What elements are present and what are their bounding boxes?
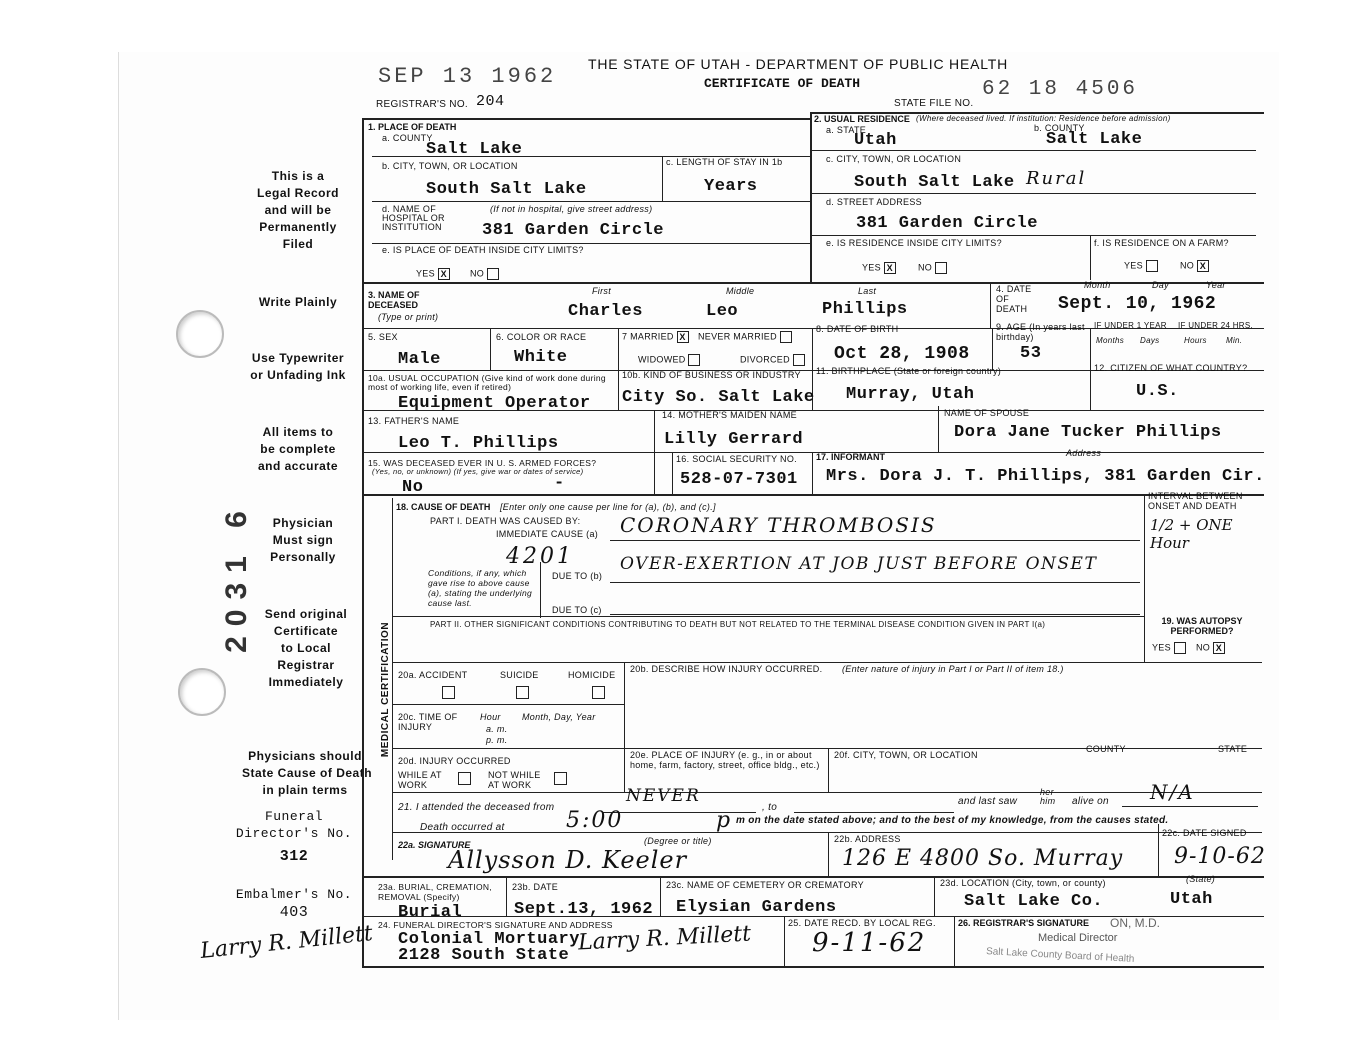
rule <box>1122 806 1258 807</box>
rule <box>812 235 1256 236</box>
accident-label: 20a. ACCIDENT <box>398 670 468 680</box>
divorced-label: DIVORCED <box>740 354 790 365</box>
date-signed-label: 22c. DATE SIGNED <box>1162 828 1247 838</box>
race-label: 6. COLOR OR RACE <box>496 332 587 342</box>
business-value: City So. Salt Lake <box>622 388 815 407</box>
informant-address-label: Address <box>1066 448 1102 458</box>
rule <box>362 966 1264 968</box>
county-label: a. COUNTY <box>382 133 433 143</box>
rule <box>602 812 756 813</box>
residence-handwritten-note: Rural <box>1026 168 1087 189</box>
father-name-value: Leo T. Phillips <box>398 434 559 453</box>
residence-city-label: c. CITY, TOWN, OR LOCATION <box>826 154 962 164</box>
rule <box>506 876 507 916</box>
no-checkbox[interactable]: X <box>1197 260 1209 272</box>
city-label: b. CITY, TOWN, OR LOCATION <box>382 161 518 171</box>
embalmer-number: 403 <box>279 904 309 921</box>
cause-of-death-label: 18. CAUSE OF DEATH <box>396 502 491 512</box>
burial-location-label: 23d. LOCATION (City, town, or county) <box>940 878 1106 888</box>
no-label: NO <box>918 262 933 273</box>
yes-checkbox[interactable]: X <box>438 268 450 280</box>
rule <box>362 282 1264 284</box>
burial-date-label: 23b. DATE <box>512 882 559 892</box>
immediate-cause-value: CORONARY THROMBOSIS <box>620 513 937 537</box>
state-label: a. STATE <box>826 125 867 135</box>
part-two-label: PART II. OTHER SIGNIFICANT CONDITIONS CONTRIBUTING TO DEATH BUT NOT RELATED TO THE TERMINAL DISEASE CONDITION GIVEN IN PART I(a) <box>430 620 1046 629</box>
death-city-value: South Salt Lake <box>426 180 587 199</box>
funeral-director-label: Funeral Director's No. <box>235 809 353 841</box>
residence-county-label: b. COUNTY <box>1034 123 1085 133</box>
date-received-value: 9-11-62 <box>812 928 927 958</box>
street-address-label: d. STREET ADDRESS <box>826 197 922 207</box>
page-title: THE STATE OF UTAH - DEPARTMENT OF PUBLIC HEALTH <box>588 56 1009 72</box>
rule <box>624 662 625 792</box>
length-of-stay-value: Years <box>704 177 758 196</box>
death-inside-city-yes[interactable] <box>416 268 450 280</box>
burial-date-value: Sept.13, 1962 <box>514 900 654 919</box>
signature-label: 22a. SIGNATURE <box>398 840 471 850</box>
deceased-name-label: 3. NAME OF DECEASED <box>368 290 420 310</box>
accident-checkbox[interactable] <box>442 686 455 699</box>
date-of-birth-label: 8. DATE OF BIRTH <box>816 324 899 334</box>
rule <box>660 876 661 916</box>
am-label: a. m. <box>486 724 508 734</box>
suicide-label: SUICIDE <box>500 670 539 680</box>
date-of-death-value: Sept. 10, 1962 <box>1058 294 1217 314</box>
age-value: 53 <box>1020 344 1042 363</box>
injury-county-label: COUNTY <box>1086 744 1126 754</box>
rule <box>794 812 954 813</box>
rule <box>1090 235 1091 280</box>
mother-name-label: 14. MOTHER'S MAIDEN NAME <box>662 410 797 420</box>
state-file-label: STATE FILE NO. <box>894 98 974 109</box>
last-saw-label: and last saw <box>958 796 1018 807</box>
yes-checkbox[interactable]: X <box>884 262 896 274</box>
day-label: Day <box>1152 280 1169 290</box>
sex-label: 5. SEX <box>368 332 398 342</box>
spouse-value: Dora Jane Tucker Phillips <box>954 423 1222 442</box>
burial-label: 23a. BURIAL, CREMATION, REMOVAL (Specify) <box>378 882 492 902</box>
received-stamp: SEP 13 1962 <box>378 64 557 89</box>
embalmer-label: Embalmer's No. <box>235 887 353 902</box>
rule <box>828 748 829 792</box>
rule <box>812 452 813 494</box>
registrar-signature-label: 26. REGISTRAR'S SIGNATURE <box>958 918 1089 928</box>
deceased-name-note: (Type or print) <box>378 312 439 322</box>
rule <box>392 704 624 705</box>
time-of-injury-label: 20c. TIME OF INJURY <box>398 712 458 732</box>
burial-location-value: Salt Lake Co. <box>964 892 1104 911</box>
part-one-label: PART I. DEATH WAS CAUSED BY: <box>430 516 581 526</box>
degree-label: (Degree or title) <box>644 836 712 846</box>
mother-name-value: Lilly Gerrard <box>664 430 804 449</box>
rule <box>784 916 785 966</box>
under-one-year-label: IF UNDER 1 YEAR <box>1094 321 1167 330</box>
rule <box>610 614 1140 615</box>
first-name-label: First <box>592 286 611 296</box>
married-checkbox[interactable]: X <box>677 331 689 343</box>
hour-label: Hour <box>480 712 501 722</box>
sidebar-write-plainly: Write Plainly <box>258 295 338 309</box>
no-checkbox[interactable] <box>935 262 947 274</box>
funeral-director-number: 312 <box>279 848 309 865</box>
rule <box>938 406 939 452</box>
widowed-checkbox[interactable] <box>688 354 700 366</box>
no-label: NO <box>1180 260 1195 271</box>
rule <box>1090 328 1091 410</box>
year-label: Year <box>1206 280 1226 290</box>
physician-address-value: 126 E 4800 So. Murray <box>842 846 1124 871</box>
injury-description-note: (Enter nature of injury in Part I or Part II of item 18.) <box>842 664 1064 674</box>
burial-value: Burial <box>398 903 463 922</box>
due-to-c-label: DUE TO (c) <box>552 605 602 615</box>
due-to-b-label: DUE TO (b) <box>552 571 603 581</box>
service-dates-value: - <box>554 474 565 493</box>
business-label: 10b. KIND OF BUSINESS OR INDUSTRY <box>622 370 801 380</box>
form-left-border <box>362 118 364 968</box>
burial-state-label: (State) <box>1186 874 1216 884</box>
cemetery-value: Elysian Gardens <box>676 898 837 917</box>
punch-hole <box>178 668 226 716</box>
rule <box>954 916 955 966</box>
suicide-checkbox[interactable] <box>516 686 529 699</box>
never-married-checkbox[interactable] <box>780 331 792 343</box>
interval-value: 1/2 + ONE Hour <box>1150 516 1233 552</box>
yes-label: YES <box>862 262 881 273</box>
hospital-label: d. NAME OF HOSPITAL OR INSTITUTION <box>382 204 445 232</box>
physician-address-label: 22b. ADDRESS <box>834 834 901 844</box>
armed-forces-note: (Yes, no, or unknown) (If yes, give war or dates of service) <box>372 467 584 476</box>
injury-occurred-label: 20d. INJURY OCCURRED <box>398 756 511 766</box>
middle-name-label: Middle <box>726 286 755 296</box>
date-received-label: 25. DATE RECD. BY LOCAL REG. <box>788 918 936 928</box>
hours-label: Hours <box>1184 336 1207 345</box>
cemetery-label: 23c. NAME OF CEMETERY OR CREMATORY <box>666 880 864 890</box>
rule <box>934 876 935 916</box>
yes-checkbox[interactable] <box>1174 642 1186 654</box>
homicide-checkbox[interactable] <box>592 686 605 699</box>
age-label: 9. AGE (In years last birthday) <box>996 322 1085 342</box>
section-divider <box>810 112 812 282</box>
last-name-value: Phillips <box>822 300 908 319</box>
registrar-label: REGISTRAR'S NO. <box>376 99 468 110</box>
death-time-value: 5:00 <box>566 808 624 833</box>
farm-yes[interactable] <box>1124 260 1158 272</box>
yes-label: YES <box>416 268 435 279</box>
rule <box>990 282 991 328</box>
alive-on-value: N/A <box>1150 780 1195 804</box>
certificate-title: CERTIFICATE OF DEATH <box>704 76 861 91</box>
residence-inside-city-no[interactable] <box>918 262 947 274</box>
hospital-note: (If not in hospital, give street address) <box>490 204 653 214</box>
registrar-board: Salt Lake County Board of Health <box>985 946 1135 965</box>
sidebar-send-note: Send original Certificate to Local Registrar Immediately <box>264 607 348 689</box>
rule <box>392 498 393 860</box>
death-statement: m on the date stated above; and to the best of my knowledge, from the causes stated. <box>736 815 1169 826</box>
informant-value: Mrs. Dora J. T. Phillips, 381 Garden Cir. <box>826 467 1265 486</box>
injury-description-label: 20b. DESCRIBE HOW INJURY OCCURRED. <box>630 664 823 674</box>
usual-residence-label: 2. USUAL RESIDENCE <box>814 114 910 124</box>
occupation-value: Equipment Operator <box>398 394 591 413</box>
never-married-option[interactable] <box>698 331 792 343</box>
rule <box>392 662 1262 663</box>
no-checkbox[interactable]: X <box>1213 642 1225 654</box>
rule <box>618 328 619 410</box>
hospital-value: 381 Garden Circle <box>482 221 664 240</box>
widowed-label: WIDOWED <box>638 354 686 365</box>
sidebar-complete-note: All items to be complete and accurate <box>257 425 339 473</box>
form-top-border <box>362 118 810 120</box>
rule <box>372 243 810 244</box>
conditions-note: Conditions, if any, which gave rise to above cause (a), stating the underlying cause last. <box>428 568 533 608</box>
yes-label: YES <box>1152 642 1171 653</box>
place-of-injury-label: 20e. PLACE OF INJURY (e. g., in or about home, farm, factory, street, office bldg., etc.) <box>630 750 820 770</box>
funeral-home-name: Colonial Mortuary <box>398 930 580 949</box>
under-24-hours-label: IF UNDER 24 HRS. <box>1178 321 1254 330</box>
death-county-value: Salt Lake <box>426 140 523 159</box>
date-signed-value: 9-10-62 <box>1174 844 1266 869</box>
rule <box>992 328 993 370</box>
never-married-label: NEVER MARRIED <box>698 331 777 342</box>
rule <box>672 452 673 494</box>
residence-inside-city-label: e. IS RESIDENCE INSIDE CITY LIMITS? <box>826 238 1002 248</box>
attended-to-label: , to <box>762 802 778 813</box>
informant-label: 17. INFORMANT <box>816 452 886 462</box>
months-label: Months <box>1096 336 1125 345</box>
funeral-director-signature: Larry R. Millett <box>577 921 752 956</box>
sex-value: Male <box>398 350 441 369</box>
ssn-label: 16. SOCIAL SECURITY NO. <box>676 454 797 464</box>
vertical-record-number: 2031 6 <box>220 501 253 653</box>
while-at-work-checkbox[interactable] <box>458 772 471 785</box>
birthplace-value: Murray, Utah <box>846 385 975 404</box>
no-label: NO <box>470 268 485 279</box>
immediate-cause-label: IMMEDIATE CAUSE (a) <box>496 529 599 539</box>
funeral-home-address: 2128 South State <box>398 946 570 965</box>
while-at-work-label: WHILE AT WORK <box>398 770 442 790</box>
month-label: Month <box>1084 280 1111 290</box>
state-file-number: 62 18 4506 <box>982 78 1139 101</box>
rule <box>362 876 1264 878</box>
death-time-ampm: p <box>716 808 733 833</box>
attended-label: 21. I attended the deceased from <box>398 802 555 813</box>
divorced-checkbox[interactable] <box>793 354 805 366</box>
injury-state-label: STATE <box>1218 744 1248 754</box>
embalmer-signature: Larry R. Millett <box>199 921 374 964</box>
citizenship-label: 12. CITIZEN OF WHAT COUNTRY? <box>1094 363 1248 373</box>
not-while-at-work-checkbox[interactable] <box>554 772 567 785</box>
death-inside-city-no[interactable] <box>470 268 499 280</box>
funeral-director-sig-label: 24. FUNERAL DIRECTOR'S SIGNATURE AND ADDRESS <box>378 920 613 930</box>
yes-checkbox[interactable] <box>1146 260 1158 272</box>
middle-name-value: Leo <box>706 302 739 321</box>
sidebar-physician-note: Physician Must sign Personally <box>270 516 336 564</box>
armed-forces-label: 15. WAS DECEASED EVER IN U. S. ARMED FORCES? <box>368 458 597 468</box>
rule <box>812 150 1256 151</box>
rule <box>540 562 541 618</box>
rule <box>662 156 663 201</box>
rule <box>1144 494 1145 662</box>
physician-signature: Allysson D. Keeler <box>448 846 688 874</box>
residence-city-value: South Salt Lake <box>854 173 1015 192</box>
attended-from-value: NEVER <box>626 786 701 806</box>
street-address-value: 381 Garden Circle <box>856 214 1038 233</box>
interval-label: INTERVAL BETWEEN ONSET AND DEATH <box>1148 491 1243 511</box>
first-name-value: Charles <box>568 302 643 321</box>
sidebar-legal-note: This is a Legal Record and will be Permanently Filed <box>256 169 340 251</box>
farm-label: f. IS RESIDENCE ON A FARM? <box>1094 238 1229 248</box>
rule <box>828 832 829 876</box>
sidebar-cause-note: Physicians should State Cause of Death in plain terms <box>242 749 373 797</box>
ssn-value: 528-07-7301 <box>680 470 798 489</box>
burial-state-value: Utah <box>1170 890 1213 909</box>
registrar-signature-stamp: ON, M.D. <box>1110 916 1160 930</box>
farm-no[interactable] <box>1180 260 1209 272</box>
race-value: White <box>514 348 568 367</box>
married-option[interactable] <box>622 331 689 343</box>
spouse-label: NAME OF SPOUSE <box>944 408 1030 418</box>
rule <box>490 328 491 370</box>
rule <box>392 748 1262 749</box>
birthplace-label: 11. BIRTHPLACE (State or foreign country) <box>816 366 1002 376</box>
usual-residence-note: (Where deceased lived. If institution: Residence before admission) <box>916 114 1171 123</box>
residence-county-value: Salt Lake <box>1046 130 1143 149</box>
days-label: Days <box>1140 336 1160 345</box>
no-label: NO <box>1196 642 1211 653</box>
place-of-death-label: 1. PLACE OF DEATH <box>368 122 457 132</box>
citizenship-value: U.S. <box>1136 382 1179 401</box>
injury-date-label: Month, Day, Year <box>522 712 596 722</box>
inside-city-label: e. IS PLACE OF DEATH INSIDE CITY LIMITS? <box>382 245 584 255</box>
residence-inside-city-yes[interactable] <box>862 262 896 274</box>
married-label: 7 MARRIED <box>622 331 674 342</box>
autopsy-no[interactable] <box>1196 642 1225 654</box>
divorced-option[interactable] <box>740 354 805 366</box>
sidebar-typewriter-note: Use Typewriter or Unfading Ink <box>250 351 346 382</box>
residence-state-value: Utah <box>854 131 897 150</box>
no-checkbox[interactable] <box>487 268 499 280</box>
occupation-label: 10a. USUAL OCCUPATION (Give kind of work done during most of working life, even if retired) <box>368 373 606 392</box>
autopsy-label: 19. WAS AUTOPSY PERFORMED? <box>1161 616 1243 636</box>
registrar-number: 204 <box>476 93 505 110</box>
father-name-label: 13. FATHER'S NAME <box>368 416 460 426</box>
rule <box>392 792 1262 793</box>
pm-label: p. m. <box>486 735 508 745</box>
armed-forces-value: No <box>402 478 424 497</box>
rule <box>610 540 1140 541</box>
date-of-death-label: 4. DATE OF DEATH <box>996 284 1032 314</box>
her-him-label: her him <box>1040 787 1056 806</box>
date-of-birth-value: Oct 28, 1908 <box>834 344 970 364</box>
homicide-label: HOMICIDE <box>568 670 616 680</box>
rule <box>812 193 1256 194</box>
cause-code: 4201 <box>506 544 574 569</box>
rule <box>362 494 1264 496</box>
rule <box>610 582 1140 583</box>
registrar-title: Medical Director <box>1038 932 1118 944</box>
rule <box>372 201 810 202</box>
last-name-label: Last <box>858 286 877 296</box>
rule <box>1158 824 1159 876</box>
yes-label: YES <box>1124 260 1143 271</box>
due-to-b-value: OVER-EXERTION AT JOB JUST BEFORE ONSET <box>620 554 1098 574</box>
death-occurred-label: Death occurred at <box>420 822 505 833</box>
alive-on-label: alive on <box>1072 796 1109 807</box>
medical-certification-label: MEDICAL CERTIFICATION <box>380 621 392 758</box>
length-of-stay-label: c. LENGTH OF STAY IN 1b <box>666 157 783 167</box>
injury-city-label: 20f. CITY, TOWN, OR LOCATION <box>834 750 978 760</box>
punch-hole <box>176 310 224 358</box>
autopsy-yes[interactable] <box>1152 642 1186 654</box>
minutes-label: Min. <box>1226 336 1243 345</box>
rule <box>392 616 1144 617</box>
not-while-at-work-label: NOT WHILE AT WORK <box>488 770 541 790</box>
rule <box>392 832 1262 833</box>
widowed-option[interactable] <box>638 354 700 366</box>
cause-of-death-note: [Enter only one cause per line for (a), (b), and (c).] <box>500 502 716 512</box>
